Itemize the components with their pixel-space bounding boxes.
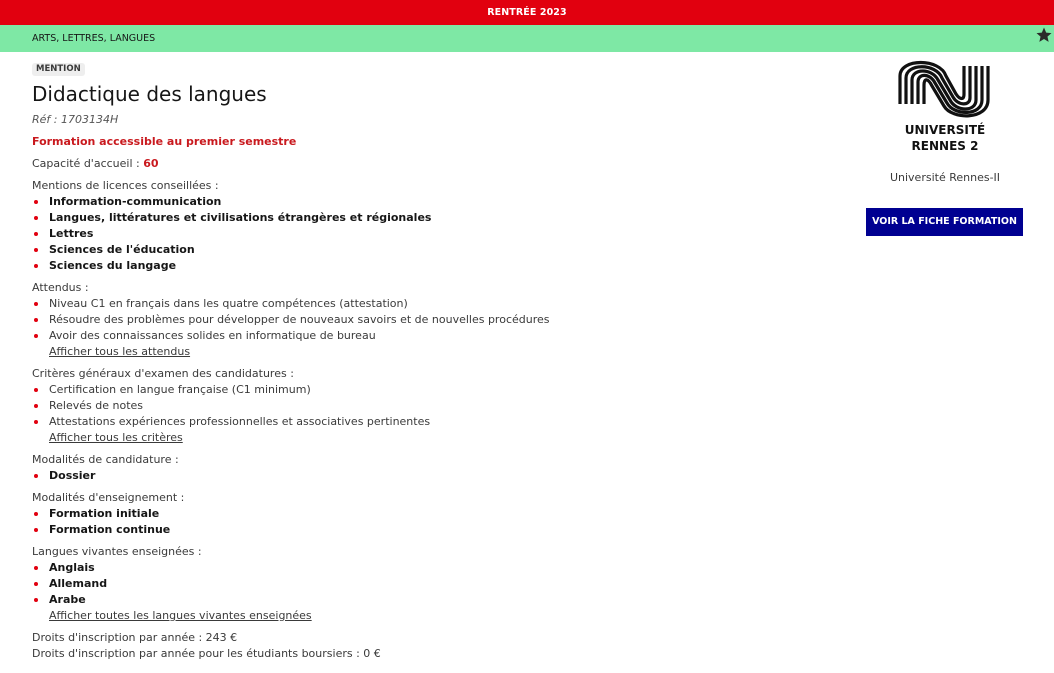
domain-label: ARTS, LETTRES, LANGUES [32, 33, 156, 44]
list-item: Formation continue [32, 522, 832, 538]
langues-section [32, 544, 832, 624]
reference: Réf : 1703134H [32, 113, 119, 126]
list-item: Dossier [32, 468, 832, 484]
droits-section [32, 630, 832, 662]
mentions-section [32, 178, 832, 274]
enseignement-list [32, 506, 832, 538]
rentree-label: RENTRÉE 2023 [487, 7, 567, 18]
tuition-fee: Droits d'inscription par année : 243 € [32, 631, 238, 644]
list-item: Arabe [32, 592, 832, 608]
candidature-section [32, 452, 832, 484]
candidature-label: Modalités de candidature : [32, 453, 179, 466]
university-panel [866, 60, 1024, 236]
mention-badge: MENTION [32, 63, 85, 76]
criteres-list [32, 382, 832, 430]
mentions-list [32, 194, 832, 274]
list-item: Information-communication [32, 194, 832, 210]
page-title: Didactique des langues [32, 82, 267, 106]
list-item: Attestations expériences professionnelles et associatives pertinentes [32, 414, 832, 430]
langues-label: Langues vivantes enseignées : [32, 545, 202, 558]
list-item: Niveau C1 en français dans les quatre compétences (attestation) [32, 296, 832, 312]
enseignement-section [32, 490, 832, 538]
logo-line2: RENNES 2 [911, 139, 979, 153]
capacity [32, 156, 832, 172]
list-item: Certification en langue française (C1 minimum) [32, 382, 832, 398]
criteres-label: Critères généraux d'examen des candidatures : [32, 367, 294, 380]
star-icon[interactable] [1035, 26, 1053, 44]
list-item: Lettres [32, 226, 832, 242]
show-all-criteres-link[interactable]: Afficher tous les critères [49, 431, 183, 444]
list-item: Formation initiale [32, 506, 832, 522]
attendus-section [32, 280, 832, 360]
enseignement-label: Modalités d'enseignement : [32, 491, 185, 504]
list-item: Anglais [32, 560, 832, 576]
formation-details [32, 60, 832, 662]
tuition-fee-boursiers: Droits d'inscription par année pour les étudiants boursiers : 0 € [32, 647, 381, 660]
list-item: Avoir des connaissances solides en informatique de bureau [32, 328, 832, 344]
list-item: Sciences de l'éducation [32, 242, 832, 258]
universite-rennes-2-logo [890, 60, 1000, 158]
langues-list [32, 560, 832, 608]
logo-line1: UNIVERSITÉ [904, 123, 986, 137]
list-item: Relevés de notes [32, 398, 832, 414]
list-item: Sciences du langage [32, 258, 832, 274]
attendus-list [32, 296, 832, 344]
list-item: Résoudre des problèmes pour développer de nouveaux savoirs et de nouvelles procédures [32, 312, 832, 328]
accessibility-note: Formation accessible au premier semestre [32, 135, 297, 148]
list-item: Allemand [32, 576, 832, 592]
candidature-list [32, 468, 832, 484]
rentree-banner [0, 0, 1054, 25]
show-all-langues-link[interactable]: Afficher toutes les langues vivantes enseignées [49, 609, 312, 622]
view-formation-button[interactable]: VOIR LA FICHE FORMATION [866, 208, 1023, 236]
attendus-label: Attendus : [32, 281, 89, 294]
show-all-attendus-link[interactable]: Afficher tous les attendus [49, 345, 191, 358]
mentions-label: Mentions de licences conseillées : [32, 179, 219, 192]
university-name: Université Rennes-II [889, 171, 1001, 184]
list-item: Langues, littératures et civilisations étrangères et régionales [32, 210, 832, 226]
capacity-label: Capacité d'accueil : [32, 157, 144, 170]
capacity-value: 60 [143, 157, 159, 170]
criteres-section [32, 366, 832, 446]
domain-bar [0, 25, 1054, 52]
